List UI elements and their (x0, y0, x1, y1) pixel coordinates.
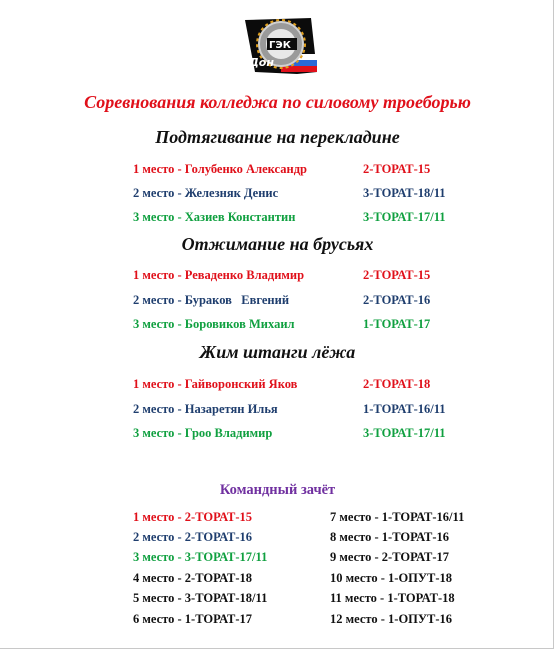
result-group: 2-ТОРАТ-15 (363, 268, 431, 282)
team-standing-item: 2 место - 2-ТОРАТ-16 (133, 530, 253, 544)
team-standing-item: 8 место - 1-ТОРАТ-16 (330, 530, 450, 544)
team-standing-item: 4 место - 2-ТОРАТ-18 (133, 571, 253, 585)
result-place: 2 место - Железняк Денис (133, 186, 279, 200)
team-standing-item: 11 место - 1-ТОРАТ-18 (330, 591, 455, 605)
result-place: 1 место - Реваденко Владимир (133, 268, 305, 282)
team-standing-item: 1 место - 2-ТОРАТ-15 (133, 510, 253, 524)
result-group: 1-ТОРАТ-17 (363, 317, 431, 331)
team-standing-item: 6 место - 1-ТОРАТ-17 (133, 612, 253, 626)
result-place: 3 место - Хазиев Константин (133, 210, 296, 224)
result-group: 2-ТОРАТ-18 (363, 377, 431, 391)
result-group: 3-ТОРАТ-17/11 (363, 210, 446, 224)
team-standing-item: 10 место - 1-ОПУТ-18 (330, 571, 453, 585)
result-place: 2 место - Назаретян Илья (133, 402, 278, 416)
team-standing-item: 7 место - 1-ТОРАТ-16/11 (330, 510, 465, 524)
svg-text:Дон: Дон (249, 56, 274, 69)
result-place: 1 место - Гайворонский Яков (133, 377, 298, 391)
result-group: 2-ТОРАТ-15 (363, 162, 431, 176)
page-title: Соревнования колледжа по силовому троеборью (84, 92, 471, 112)
svg-text:ГЭК: ГЭК (269, 40, 291, 51)
section-title-benchpress: Жим штанги лёжа (199, 342, 356, 362)
result-place: 1 место - Голубенко Александр (133, 162, 307, 176)
result-place: 3 место - Гроо Владимир (133, 426, 273, 440)
result-group: 3-ТОРАТ-17/11 (363, 426, 446, 440)
result-group: 3-ТОРАТ-18/11 (363, 186, 446, 200)
result-place: 3 место - Боровиков Михаил (133, 317, 295, 331)
team-standing-item: 12 место - 1-ОПУТ-16 (330, 612, 453, 626)
result-group: 2-ТОРАТ-16 (363, 293, 431, 307)
team-standings-title: Командный зачёт (219, 482, 336, 498)
section-title-pullups: Подтягивание на перекладине (155, 127, 400, 147)
team-standing-item: 5 место - 3-ТОРАТ-18/11 (133, 591, 268, 605)
team-standing-item: 3 место - 3-ТОРАТ-17/11 (133, 550, 268, 564)
section-title-dips: Отжимание на брусьях (181, 234, 374, 254)
result-group: 1-ТОРАТ-16/11 (363, 402, 446, 416)
team-standing-item: 9 место - 2-ТОРАТ-17 (330, 550, 450, 564)
result-place: 2 место - Бураков Евгений (133, 293, 290, 307)
college-emblem-icon (237, 14, 321, 78)
